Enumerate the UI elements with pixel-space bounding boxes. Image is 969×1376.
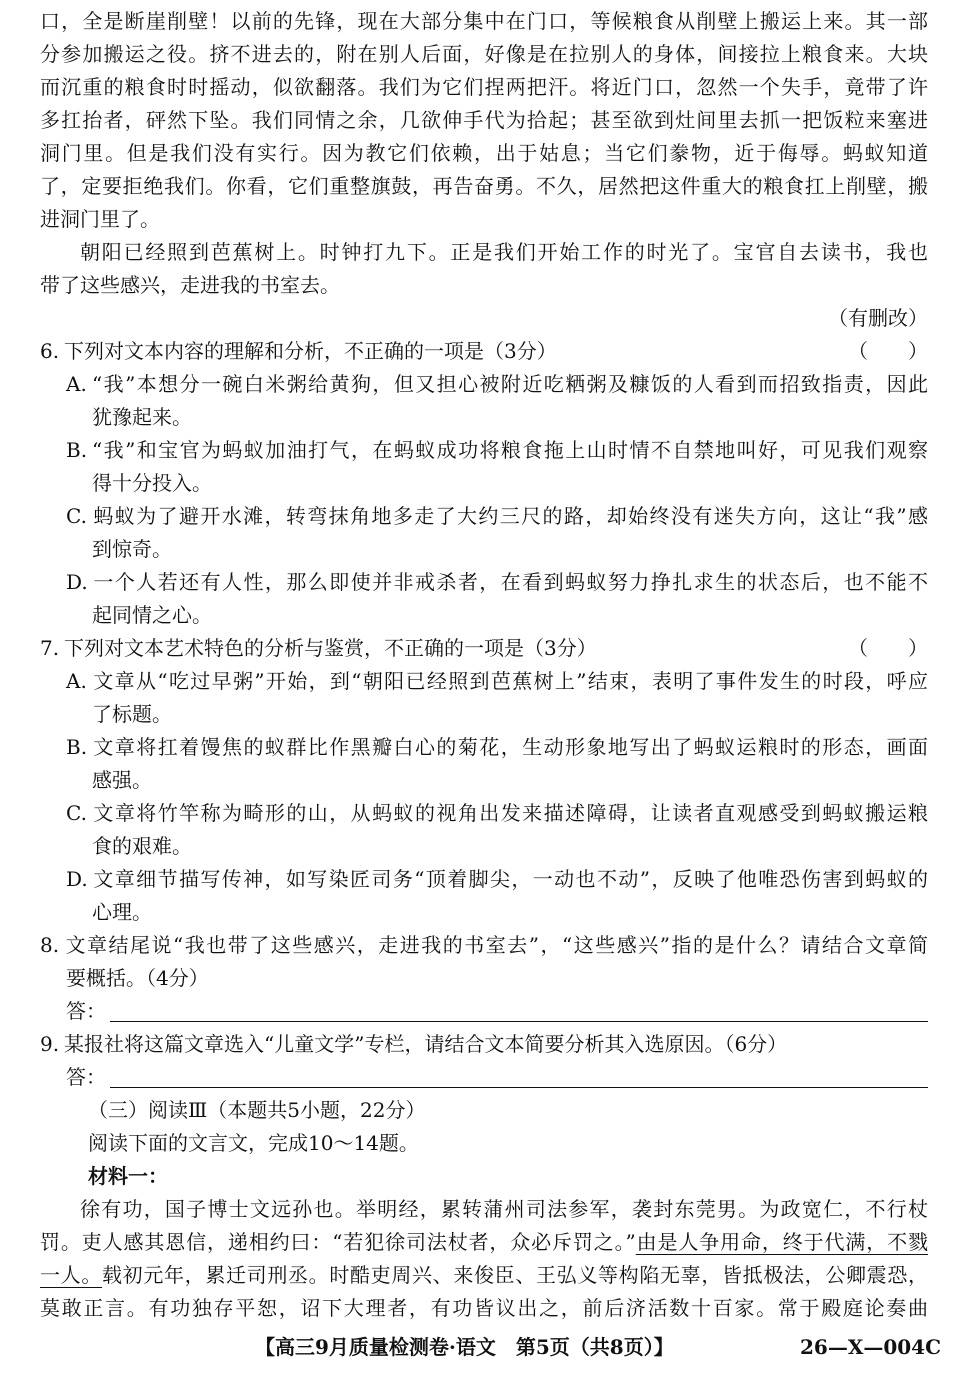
source-note: （有删改）: [828, 306, 928, 330]
passage-line: 口，全是断崖削壁！以前的先锋，现在大部分集中在门口，等候粮食从削壁上搬运上来。其一部: [40, 9, 928, 33]
option-letter: B.: [66, 735, 88, 759]
footer-title: 【高三9月质量检测卷·语文 第5页（共8页）】: [255, 1335, 674, 1359]
page-content: [40, 5, 928, 1325]
option-letter: B.: [66, 438, 88, 462]
passage-closing-line: 朝阳已经照到芭蕉树上。时钟打九下。正是我们开始工作的时光了。宝官自去读书，我也: [80, 240, 928, 264]
option-letter: D.: [66, 867, 88, 891]
answer-line[interactable]: [110, 999, 928, 1022]
question-text: 文章结尾说“我也带了这些感兴，走进我的书室去”，“这些感兴”指的是什么？请结合文章简: [64, 933, 928, 957]
question-7-stem: [40, 632, 928, 665]
option-text: 文章将竹竿称为畸形的山，从蚂蚁的视角出发来描述障碍，让读者直观感受到蚂蚁搬运粮: [92, 801, 928, 825]
option-letter: A.: [66, 372, 87, 396]
answer-bracket[interactable]: （ ）: [848, 636, 928, 660]
question-7-stem-text: [40, 632, 597, 665]
passage-line: 了，定要拒绝我们。你看，它们重整旗鼓，再告奋勇。不久，居然把这件重大的粮食扛上削壁，搬: [40, 174, 928, 198]
question-6-stem-text: [40, 335, 557, 368]
answer-line[interactable]: [110, 1065, 928, 1088]
page-footer: [0, 1331, 969, 1364]
question-text-continued: 要概括。（4分）: [66, 966, 209, 990]
question-number: 7.: [40, 636, 60, 660]
classical-text-line: [40, 1259, 928, 1292]
option-text-continued: 得十分投入。: [92, 471, 212, 495]
option-text: “我”和宝官为蚂蚁加油打气，在蚂蚁成功将粮食拖上山时情不自禁地叫好，可见我们观察: [92, 438, 928, 462]
question-7-option-b: [40, 731, 928, 764]
question-6-option-a: [40, 368, 928, 401]
question-number: 9.: [40, 1032, 60, 1056]
passage-line: 分参加搬运之役。挤不进去的，附在别人后面，好像是在拉别人的身体，间接拉上粮食来。大块: [40, 42, 928, 66]
question-6-option-d: [40, 566, 928, 599]
option-text: 一个人若还有人性，那么即使并非戒杀者，在看到蚂蚁努力挣扎求生的状态后，也不能不: [92, 570, 928, 594]
passage-line: 进洞门里了。: [40, 207, 160, 231]
underlined-sentence: 一人。: [40, 1263, 102, 1287]
option-text-continued: 心理。: [92, 900, 152, 924]
question-text: 某报社将这篇文章选入“儿童文学”专栏，请结合文本简要分析其入选原因。（6分）: [64, 1032, 788, 1056]
classical-text: 罚。吏人感其恩信，递相约曰：“若犯徐司法杖者，众必斥罚之。”: [40, 1230, 636, 1254]
passage-line: 而沉重的粮食时时摇动，似欲翻落。我们为它们捏两把汗。将近门口，忽然一个失手，竟带了许: [40, 75, 928, 99]
classical-text-line: [40, 1292, 928, 1325]
question-text: 下列对文本内容的理解和分析，不正确的一项是（3分）: [64, 339, 557, 363]
question-7-option-c: [40, 797, 928, 830]
answer-bracket[interactable]: （ ）: [848, 339, 928, 363]
option-text-continued: 到惊奇。: [92, 537, 172, 561]
question-6-stem: [40, 335, 928, 368]
question-8-answer: [40, 995, 928, 1028]
option-text: “我”本想分一碗白米粥给黄狗，但又担心被附近吃粞粥及糠饭的人看到而招致指责，因此: [92, 372, 928, 396]
section-instruction: 阅读下面的文言文，完成10～14题。: [88, 1131, 419, 1155]
option-text: 文章从“吃过早粥”开始，到“朝阳已经照到芭蕉树上”结束，表明了事件发生的时段，呼应: [92, 669, 928, 693]
passage-line: 洞门里。但是我们没有实行。因为教它们依赖，出于姑息；当它们豢物，近于侮辱。蚂蚁知道: [40, 141, 928, 165]
question-text: 下列对文本艺术特色的分析与鉴赏，不正确的一项是（3分）: [64, 636, 597, 660]
option-text-continued: 感强。: [92, 768, 152, 792]
option-letter: A.: [66, 669, 87, 693]
option-letter: C.: [66, 504, 87, 528]
answer-label: 答：: [66, 999, 106, 1023]
option-text-continued: 食的艰难。: [92, 834, 192, 858]
section-title: （三）阅读Ⅲ（本题共5小题，22分）: [88, 1098, 426, 1122]
option-text: 蚂蚁为了避开水滩，转弯抹角地多走了大约三尺的路，却始终没有迷失方向，这让“我”感: [92, 504, 928, 528]
question-number: 6.: [40, 339, 60, 363]
option-letter: C.: [66, 801, 87, 825]
classical-text: 莫敢正言。有功独存平恕，诏下大理者，有功皆议出之，前后济活数十百家。常于殿庭论奏曲: [40, 1296, 928, 1320]
question-7-option-a: [40, 665, 928, 698]
option-text: 文章细节描写传神，如写染匠司务“顶着脚尖，一动也不动”，反映了他唯恐伤害到蚂蚁的: [92, 867, 928, 891]
classical-text: 徐有功，国子博士文远孙也。举明经，累转蒲州司法参军，袭封东莞男。为政宽仁，不行杖: [80, 1197, 928, 1221]
passage-closing-line: 带了这些感兴，走进我的书室去。: [40, 273, 340, 297]
question-9-answer: [40, 1061, 928, 1094]
passage-line: 多扛抬者，砰然下坠。我们同情之余，几欲伸手代为拾起；甚至欲到灶间里去抓一把饭粒来塞进: [40, 108, 928, 132]
classical-text-line: [40, 1226, 928, 1259]
classical-text-line: [40, 1193, 928, 1226]
question-8-stem: [40, 929, 928, 962]
underlined-sentence: 由是人争用命，终于代满，不戮: [635, 1230, 928, 1254]
question-6-option-c: [40, 500, 928, 533]
paper-code: 26—X—004C: [800, 1335, 942, 1359]
classical-text: 载初元年，累迁司刑丞。时酷吏周兴、来俊臣、王弘义等构陷无辜，皆抵极法，公卿震恐，: [102, 1263, 928, 1287]
option-text-continued: 犹豫起来。: [92, 405, 192, 429]
option-letter: D.: [66, 570, 88, 594]
material-label: 材料一：: [88, 1164, 168, 1188]
question-7-option-d: [40, 863, 928, 896]
question-6-option-b: [40, 434, 928, 467]
option-text-continued: 了标题。: [92, 702, 172, 726]
option-text-continued: 起同情之心。: [92, 603, 212, 627]
question-9-stem: [40, 1028, 928, 1061]
option-text: 文章将扛着馒焦的蚁群比作黑瓣白心的菊花，生动形象地写出了蚂蚁运粮时的形态，画面: [92, 735, 928, 759]
answer-label: 答：: [66, 1065, 106, 1089]
question-number: 8.: [40, 933, 60, 957]
